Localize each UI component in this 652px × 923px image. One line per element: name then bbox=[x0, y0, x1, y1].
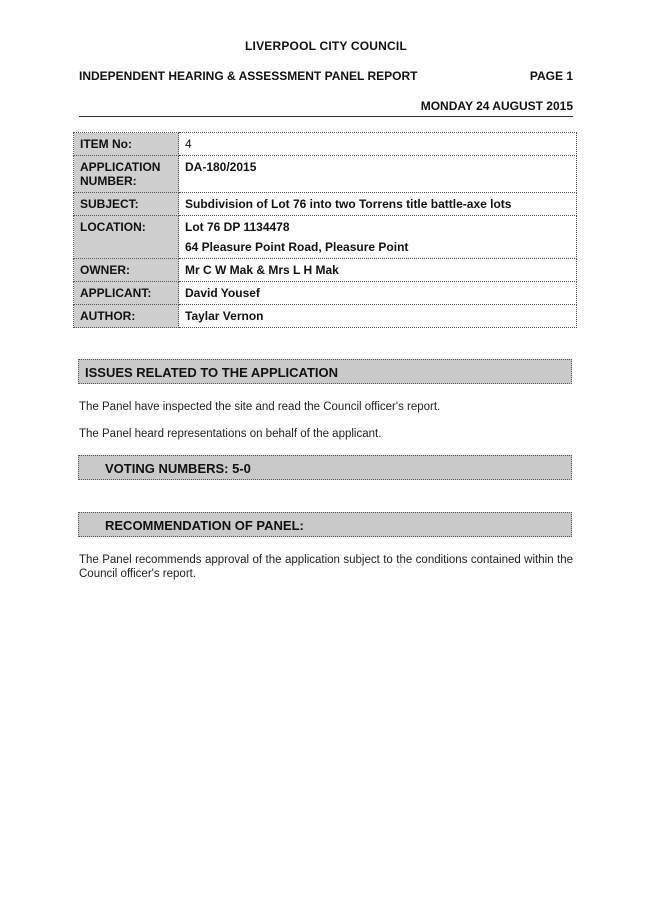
report-title: INDEPENDENT HEARING & ASSESSMENT PANEL REPORT bbox=[79, 69, 418, 83]
location-lot: Lot 76 DP 1134478 bbox=[185, 220, 290, 234]
table-row bbox=[74, 259, 577, 282]
subject-value: Subdivision of Lot 76 into two Torrens title battle-axe lots bbox=[179, 193, 577, 216]
application-number-value: DA-180/2015 bbox=[179, 156, 577, 193]
table-row bbox=[74, 133, 577, 156]
item-no-value: 4 bbox=[179, 133, 577, 156]
report-title-line bbox=[79, 69, 573, 83]
owner-value: Mr C W Mak & Mrs L H Mak bbox=[179, 259, 577, 282]
owner-label: OWNER: bbox=[74, 259, 179, 282]
applicant-label: APPLICANT: bbox=[74, 282, 179, 305]
location-label: LOCATION: bbox=[74, 216, 179, 259]
application-info-table bbox=[73, 132, 577, 328]
application-number-label: APPLICATION NUMBER: bbox=[74, 156, 179, 193]
applicant-value: David Yousef bbox=[179, 282, 577, 305]
location-value bbox=[179, 216, 577, 259]
table-row bbox=[74, 216, 577, 259]
table-row bbox=[74, 193, 577, 216]
recommendation-heading: RECOMMENDATION OF PANEL: bbox=[78, 512, 572, 537]
page-number: PAGE 1 bbox=[529, 69, 573, 83]
council-name: LIVERPOOL CITY COUNCIL bbox=[245, 39, 407, 53]
location-address: 64 Pleasure Point Road, Pleasure Point bbox=[185, 240, 409, 254]
table-row bbox=[74, 156, 577, 193]
subject-label: SUBJECT: bbox=[74, 193, 179, 216]
issues-paragraph-1: The Panel have inspected the site and read the Council officer's report. bbox=[79, 401, 441, 413]
voting-numbers-heading: VOTING NUMBERS: 5-0 bbox=[78, 455, 572, 480]
issues-heading: ISSUES RELATED TO THE APPLICATION bbox=[78, 359, 572, 384]
report-date: MONDAY 24 AUGUST 2015 bbox=[79, 99, 573, 117]
table-row bbox=[74, 282, 577, 305]
item-no-label: ITEM No: bbox=[74, 133, 179, 156]
table-row bbox=[74, 305, 577, 328]
author-label: AUTHOR: bbox=[74, 305, 179, 328]
recommendation-paragraph: The Panel recommends approval of the application subject to the conditions contained within the Council officer's report. bbox=[79, 554, 573, 580]
author-value: Taylar Vernon bbox=[179, 305, 577, 328]
issues-paragraph-2: The Panel heard representations on behalf of the applicant. bbox=[79, 428, 382, 440]
